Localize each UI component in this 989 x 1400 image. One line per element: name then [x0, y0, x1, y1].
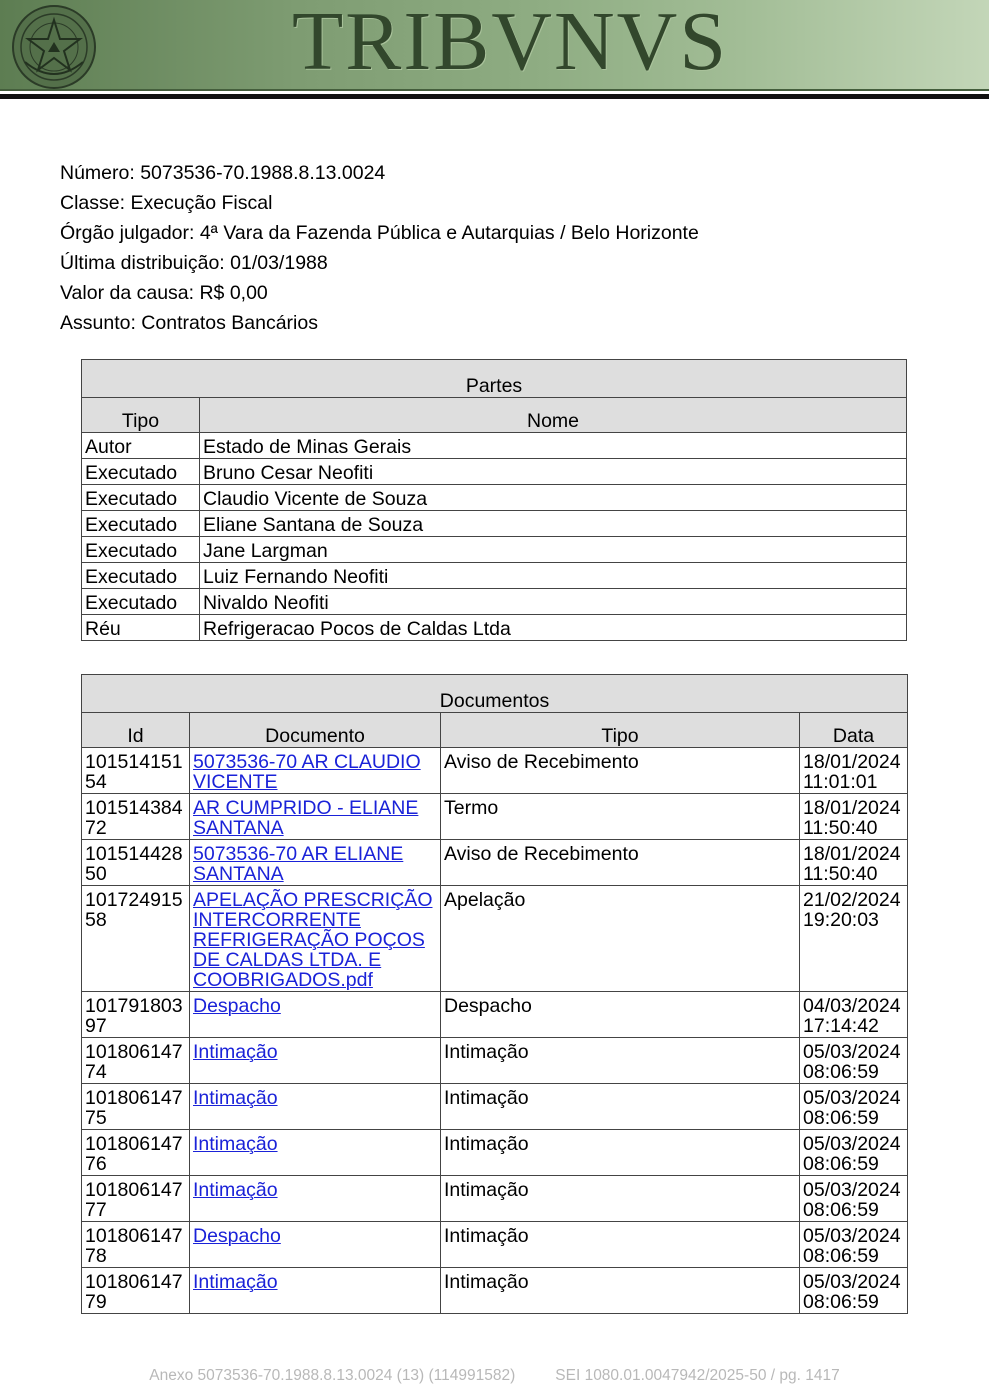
document-type: Despacho: [441, 992, 800, 1038]
document-link[interactable]: Despacho: [193, 1225, 281, 1247]
document-date: 05/03/2024: [803, 1225, 901, 1247]
header-banner: [0, 0, 989, 89]
document-link[interactable]: 5073536-70 AR CLAUDIO VICENTE: [193, 751, 421, 793]
party-type: Executado: [82, 511, 200, 537]
document-link[interactable]: 5073536-70 AR ELIANE SANTANA: [193, 843, 404, 885]
document-datetime: [800, 992, 908, 1038]
document-date: 04/03/2024: [803, 995, 901, 1017]
party-name: Nivaldo Neofiti: [200, 589, 907, 615]
party-row: [82, 589, 907, 615]
document-time: 08:06:59: [803, 1061, 879, 1083]
party-type: Executado: [82, 459, 200, 485]
documents-col-type: Tipo: [441, 713, 800, 748]
document-row: [82, 1222, 908, 1268]
documents-col-document: Documento: [190, 713, 441, 748]
document-date: 18/01/2024: [803, 843, 901, 865]
process-number: Número: 5073536-70.1988.8.13.0024: [60, 162, 386, 184]
document-id: 10180614778: [82, 1222, 190, 1268]
party-row: [82, 485, 907, 511]
document-row: [82, 748, 908, 794]
document-cell: [190, 1268, 441, 1314]
documents-caption: Documentos: [82, 675, 908, 713]
document-link[interactable]: Despacho: [193, 995, 281, 1017]
document-time: 17:14:42: [803, 1015, 879, 1037]
footer-sei: SEI 1080.01.0047942/2025-50 / pg. 1417: [555, 1367, 840, 1384]
party-row: [82, 537, 907, 563]
document-id: 10180614775: [82, 1084, 190, 1130]
document-time: 08:06:59: [803, 1245, 879, 1267]
document-link[interactable]: Intimação: [193, 1087, 278, 1109]
document-time: 19:20:03: [803, 909, 879, 931]
document-type: Intimação: [441, 1268, 800, 1314]
document-row: [82, 1268, 908, 1314]
process-value: Valor da causa: R$ 0,00: [60, 282, 268, 304]
party-type: Executado: [82, 485, 200, 511]
document-row: [82, 840, 908, 886]
process-metadata: [60, 158, 699, 338]
document-id: 10151442850: [82, 840, 190, 886]
document-type: Intimação: [441, 1084, 800, 1130]
document-type: Intimação: [441, 1038, 800, 1084]
document-type: Intimação: [441, 1222, 800, 1268]
document-row: [82, 1176, 908, 1222]
document-id: 10151415154: [82, 748, 190, 794]
document-datetime: [800, 1130, 908, 1176]
document-id: 10172491558: [82, 886, 190, 992]
document-datetime: [800, 1038, 908, 1084]
parties-col-type: Tipo: [82, 398, 200, 433]
party-name: Claudio Vicente de Souza: [200, 485, 907, 511]
party-name: Jane Largman: [200, 537, 907, 563]
document-cell: [190, 1176, 441, 1222]
document-date: 18/01/2024: [803, 751, 901, 773]
document-date: 05/03/2024: [803, 1087, 901, 1109]
document-id: 10180614776: [82, 1130, 190, 1176]
party-row: [82, 459, 907, 485]
party-type: Réu: [82, 615, 200, 641]
document-cell: [190, 840, 441, 886]
document-cell: [190, 748, 441, 794]
document-date: 18/01/2024: [803, 797, 901, 819]
page-footer: [0, 1367, 989, 1385]
document-cell: [190, 1038, 441, 1084]
document-cell: [190, 1084, 441, 1130]
document-type: Aviso de Recebimento: [441, 840, 800, 886]
document-cell: [190, 1130, 441, 1176]
document-link[interactable]: APELAÇÃO PRESCRIÇÃO INTERCORRENTE REFRIGERAÇÃO POÇOS DE CALDAS LTDA. E COOBRIGADOS.pdf: [193, 889, 433, 991]
document-cell: [190, 886, 441, 992]
footer-annex: Anexo 5073536-70.1988.8.13.0024 (13) (114991582): [149, 1367, 516, 1384]
document-datetime: [800, 1084, 908, 1130]
process-court: Órgão julgador: 4ª Vara da Fazenda Pública e Autarquias / Belo Horizonte: [60, 222, 699, 244]
party-type: Executado: [82, 589, 200, 615]
document-id: 10180614777: [82, 1176, 190, 1222]
party-row: [82, 615, 907, 641]
party-type: Executado: [82, 563, 200, 589]
document-link[interactable]: Intimação: [193, 1179, 278, 1201]
party-type: Executado: [82, 537, 200, 563]
party-name: Estado de Minas Gerais: [200, 433, 907, 459]
document-type: Intimação: [441, 1176, 800, 1222]
document-time: 11:50:40: [803, 863, 878, 885]
document-datetime: [800, 1222, 908, 1268]
document-time: 08:06:59: [803, 1107, 879, 1129]
state-seal-icon: [11, 4, 97, 89]
document-type: Termo: [441, 794, 800, 840]
party-row: [82, 563, 907, 589]
document-date: 05/03/2024: [803, 1179, 901, 1201]
document-row: [82, 794, 908, 840]
document-id: 10151438472: [82, 794, 190, 840]
parties-caption: Partes: [82, 360, 907, 398]
document-time: 11:01:01: [803, 771, 878, 793]
document-datetime: [800, 1176, 908, 1222]
party-type: Autor: [82, 433, 200, 459]
document-link[interactable]: AR CUMPRIDO - ELIANE SANTANA: [193, 797, 419, 839]
document-row: [82, 886, 908, 992]
party-name: Luiz Fernando Neofiti: [200, 563, 907, 589]
process-class: Classe: Execução Fiscal: [60, 192, 273, 214]
process-subject: Assunto: Contratos Bancários: [60, 312, 318, 334]
document-row: [82, 1084, 908, 1130]
parties-col-name: Nome: [200, 398, 907, 433]
header-rule: [0, 94, 989, 99]
document-time: 08:06:59: [803, 1291, 879, 1313]
party-row: [82, 511, 907, 537]
process-distribution: Última distribuição: 01/03/1988: [60, 252, 328, 274]
brand-wordmark: TRIBVNVS: [292, 0, 729, 88]
header-rule-thin: [0, 89, 989, 91]
document-row: [82, 992, 908, 1038]
party-name: Eliane Santana de Souza: [200, 511, 907, 537]
document-cell: [190, 992, 441, 1038]
parties-table: [81, 359, 907, 641]
document-datetime: [800, 794, 908, 840]
document-id: 10179180397: [82, 992, 190, 1038]
document-link[interactable]: Intimação: [193, 1041, 278, 1063]
party-row: [82, 433, 907, 459]
document-id: 10180614779: [82, 1268, 190, 1314]
document-datetime: [800, 1268, 908, 1314]
document-time: 08:06:59: [803, 1199, 879, 1221]
documents-col-id: Id: [82, 713, 190, 748]
document-date: 05/03/2024: [803, 1271, 901, 1293]
document-date: 05/03/2024: [803, 1041, 901, 1063]
document-link[interactable]: Intimação: [193, 1133, 278, 1155]
document-time: 11:50:40: [803, 817, 878, 839]
document-time: 08:06:59: [803, 1153, 879, 1175]
document-type: Aviso de Recebimento: [441, 748, 800, 794]
document-row: [82, 1130, 908, 1176]
documents-table: [81, 674, 908, 1314]
party-name: Refrigeracao Pocos de Caldas Ltda: [200, 615, 907, 641]
document-row: [82, 1038, 908, 1084]
documents-col-date: Data: [800, 713, 908, 748]
document-type: Apelação: [441, 886, 800, 992]
party-name: Bruno Cesar Neofiti: [200, 459, 907, 485]
document-datetime: [800, 748, 908, 794]
document-datetime: [800, 840, 908, 886]
document-cell: [190, 794, 441, 840]
document-type: Intimação: [441, 1130, 800, 1176]
document-datetime: [800, 886, 908, 992]
document-link[interactable]: Intimação: [193, 1271, 278, 1293]
document-cell: [190, 1222, 441, 1268]
document-id: 10180614774: [82, 1038, 190, 1084]
document-date: 21/02/2024: [803, 889, 901, 911]
document-date: 05/03/2024: [803, 1133, 901, 1155]
